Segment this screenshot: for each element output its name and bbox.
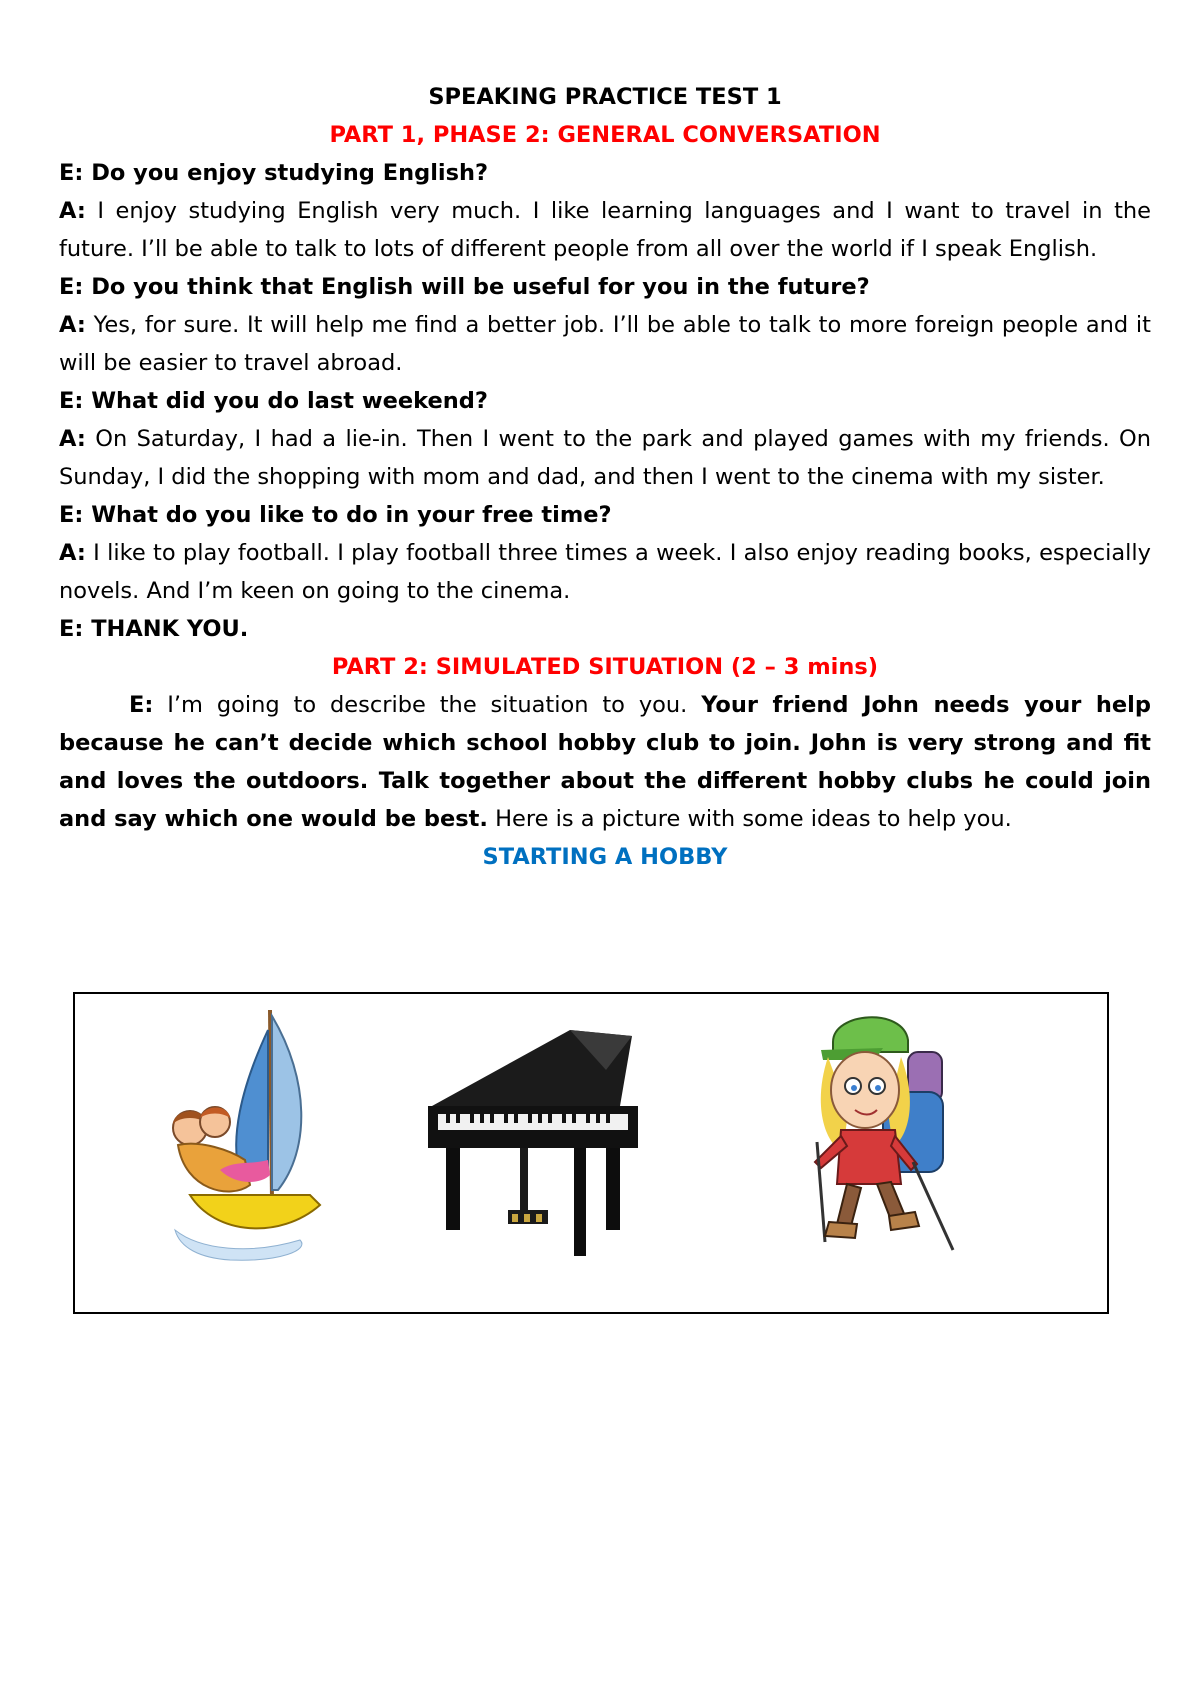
question-4: E: What do you like to do in your free time?: [59, 502, 612, 528]
answer-4: [59, 534, 1151, 610]
question-2: E: Do you think that English will be useful for you in the future?: [59, 274, 870, 300]
answer-label: A:: [59, 312, 86, 338]
answer-text: Yes, for sure. It will help me find a better job. I’ll be able to talk to more foreign people and it will be easier to travel abroad.: [59, 312, 1151, 376]
page-title: SPEAKING PRACTICE TEST 1: [428, 84, 782, 110]
situation-outro: Here is a picture with some ideas to help you.: [487, 806, 1012, 832]
answer-text: I enjoy studying English very much. I like learning languages and I want to travel in the future. I’ll be able to talk to lots of different people from all over the world if I speak English.: [59, 198, 1151, 262]
situation-task: Your friend John needs your help because he can’t decide which school hobby club to join. John is very strong and fit and loves the outdoors. Talk together about the different hobby clubs he could join and say which one would be best.: [59, 692, 1151, 832]
hobby-picture-box: [73, 992, 1109, 1314]
picture-heading: STARTING A HOBBY: [482, 844, 728, 870]
answer-label: A:: [59, 426, 86, 452]
question-1: E: Do you enjoy studying English?: [59, 160, 489, 186]
answer-label: A:: [59, 540, 86, 566]
situation-label: E:: [129, 692, 154, 718]
answer-2: [59, 306, 1151, 382]
answer-3: [59, 420, 1151, 496]
question-3: E: What did you do last weekend?: [59, 388, 488, 414]
part2-heading: PART 2: SIMULATED SITUATION (2 – 3 mins): [331, 654, 879, 680]
answer-label: A:: [59, 198, 86, 224]
answer-text: I like to play football. I play football three times a week. I also enjoy reading books, especially novels. And I’m keen on going to the cinema.: [59, 540, 1151, 604]
document-body: [59, 78, 1151, 876]
grand-piano-illustration: [420, 1010, 650, 1260]
thank-you: E: THANK YOU.: [59, 616, 249, 642]
sailing-boat-illustration: [160, 1000, 340, 1270]
answer-1: [59, 192, 1151, 268]
part1-heading: PART 1, PHASE 2: GENERAL CONVERSATION: [329, 122, 881, 148]
situation-paragraph: [59, 686, 1151, 838]
hiker-illustration: [793, 1012, 993, 1272]
situation-intro: I’m going to describe the situation to you.: [153, 692, 702, 718]
answer-text: On Saturday, I had a lie-in. Then I went to the park and played games with my friends. On Sunday, I did the shopping with mom and dad, and then I went to the cinema with my sister.: [59, 426, 1151, 490]
